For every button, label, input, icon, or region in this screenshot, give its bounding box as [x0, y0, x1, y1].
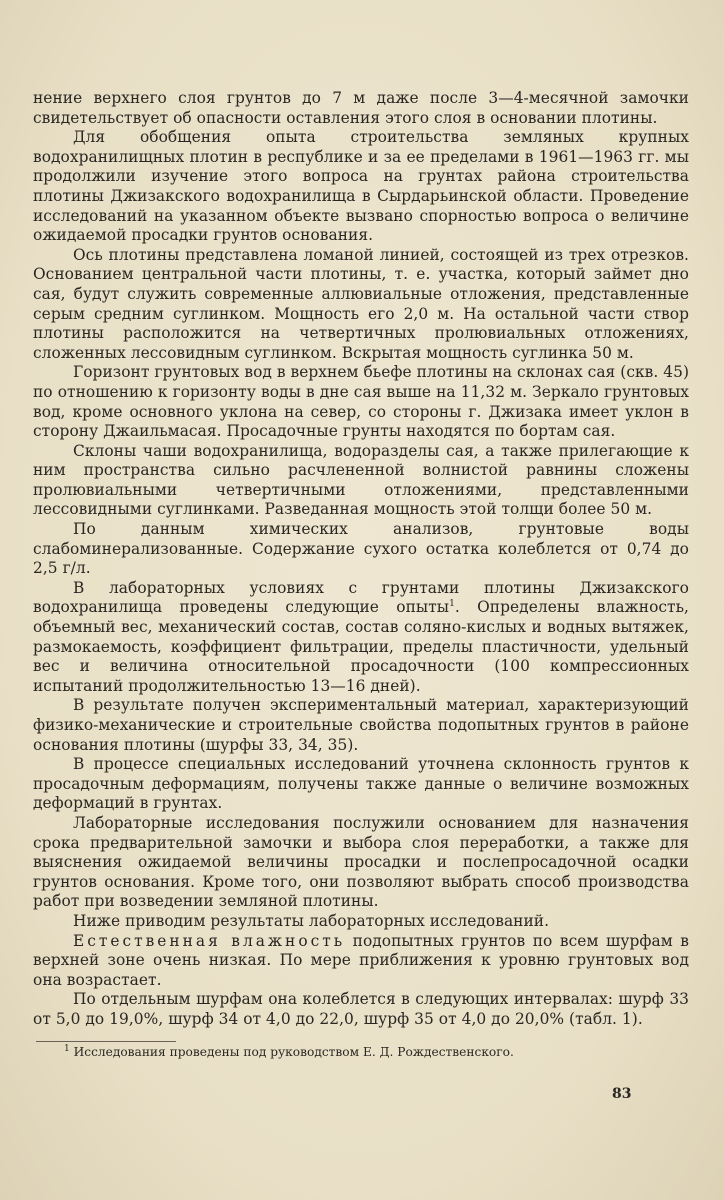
paragraph: В результате получен экспериментальный материал, характеризующий физико-механические и строительные свойства подопытных грунтов в районе основания плотины (шурфы 33, 34, 35). — [33, 696, 689, 754]
paragraph: Склоны чаши водохранилища, водоразделы сая, а также прилегающие к ним пространства сильно расчлененной волнистой равнины сложены пролювиальными четвертичными отложениями, представленными лессовидными суглинками. Разведанная мощность этой толщи более 50 м. — [33, 441, 689, 519]
paragraph: В процессе специальных исследований уточнена склонность грунтов к просадочным деформациям, получены также данные о величине возможных деформаций в грунтах. — [33, 755, 689, 813]
paragraph: По отдельным шурфам она колеблется в следующих интервалах: шурф 33 от 5,0 до 19,0%, шурф 34 от 4,0 до 22,0, шурф 35 от 4,0 до 20,0% (табл. 1). — [33, 990, 689, 1028]
paragraph — [33, 932, 689, 991]
spaced-term: Естественная влажность — [73, 931, 346, 950]
page-number: 83 — [612, 1086, 632, 1102]
paragraph: нение верхнего слоя грунтов до 7 м даже после 3—4-месячной замочки свидетельствует об опасности оставления этого слоя в основании плотины. — [33, 89, 689, 127]
paragraph: Ось плотины представлена ломаной линией, состоящей из трех отрезков. Основанием центральной части плотины, т. е. участка, который займет дно сая, будут служить современные аллювиальные отложения, представленные серым средним суглинком. Мощность его 2,0 м. На остальной части створ плотины расположится на четвертичных пролювиальных отложениях, сложенных лессовидным суглинком. Вскрытая мощность суглинка 50 м. — [33, 245, 689, 362]
paragraph: Ниже приводим результаты лабораторных исследований. — [73, 911, 550, 930]
paragraph: Лабораторные исследования послужили основанием для назначения срока предварительной замочки и выбора слоя переработки, а также для выяснения ожидаемой величины просадки и послепросадочной осадки грунтов основания. Кроме того, они позволяют выбрать способ производства работ при возведении земляной плотины. — [33, 813, 689, 911]
paragraph-text: подопытных грунтов по всем шурфам в верхней зоне очень низкая. По мере приближения к уровню грунтовых вод она возрастает. — [33, 931, 690, 989]
footnote-ref: 1 — [449, 599, 455, 610]
footnote-divider — [36, 1041, 176, 1042]
footnote — [64, 1044, 684, 1060]
body-text — [33, 89, 689, 1030]
footnote-marker: 1 — [64, 1043, 70, 1054]
paragraph — [33, 579, 689, 697]
paragraph-text: . Определены влажность, объемный вес, механический состав, состав соляно-кислых и водных вытяжек, размокаемость, коэффициент фильтрации, пределы пластичности, удельный вес и величина относительной просадочности (100 компрессионных испытаний продолжительностью 13—16 дней). — [33, 598, 689, 695]
paragraph-text: В лабораторных условиях с грунтами плотины Джизакского водохранилища проведены следующие опыты — [33, 578, 689, 617]
paragraph: Для обобщения опыта строительства земляных крупных водохранилищных плотин в республике и за ее пределами в 1961—1963 гг. мы продолжили изучение этого вопроса на грунтах района строительства плотины Джизакского водохранилища в Сырдарьинской области. Проведение исследований на указанном объекте вызвано спорностью вопроса о величине ожидаемой просадки грунтов основания. — [33, 128, 689, 245]
paragraph: По данным химических анализов, грунтовые воды слабоминерализованные. Содержание сухого остатка колеблется от 0,74 до 2,5 г/л. — [33, 520, 689, 578]
paragraph: Горизонт грунтовых вод в верхнем бьефе плотины на склонах сая (скв. 45) по отношению к горизонту воды в дне сая выше на 11,32 м. Зеркало грунтовых вод, кроме основного уклона на север, со стороны г. Джизака имеет уклон в сторону Джаильмасая. Просадочные грунты находятся по бортам сая. — [33, 363, 689, 441]
footnote-text: Исследования проведены под руководством Е. Д. Рождественского. — [73, 1045, 514, 1059]
